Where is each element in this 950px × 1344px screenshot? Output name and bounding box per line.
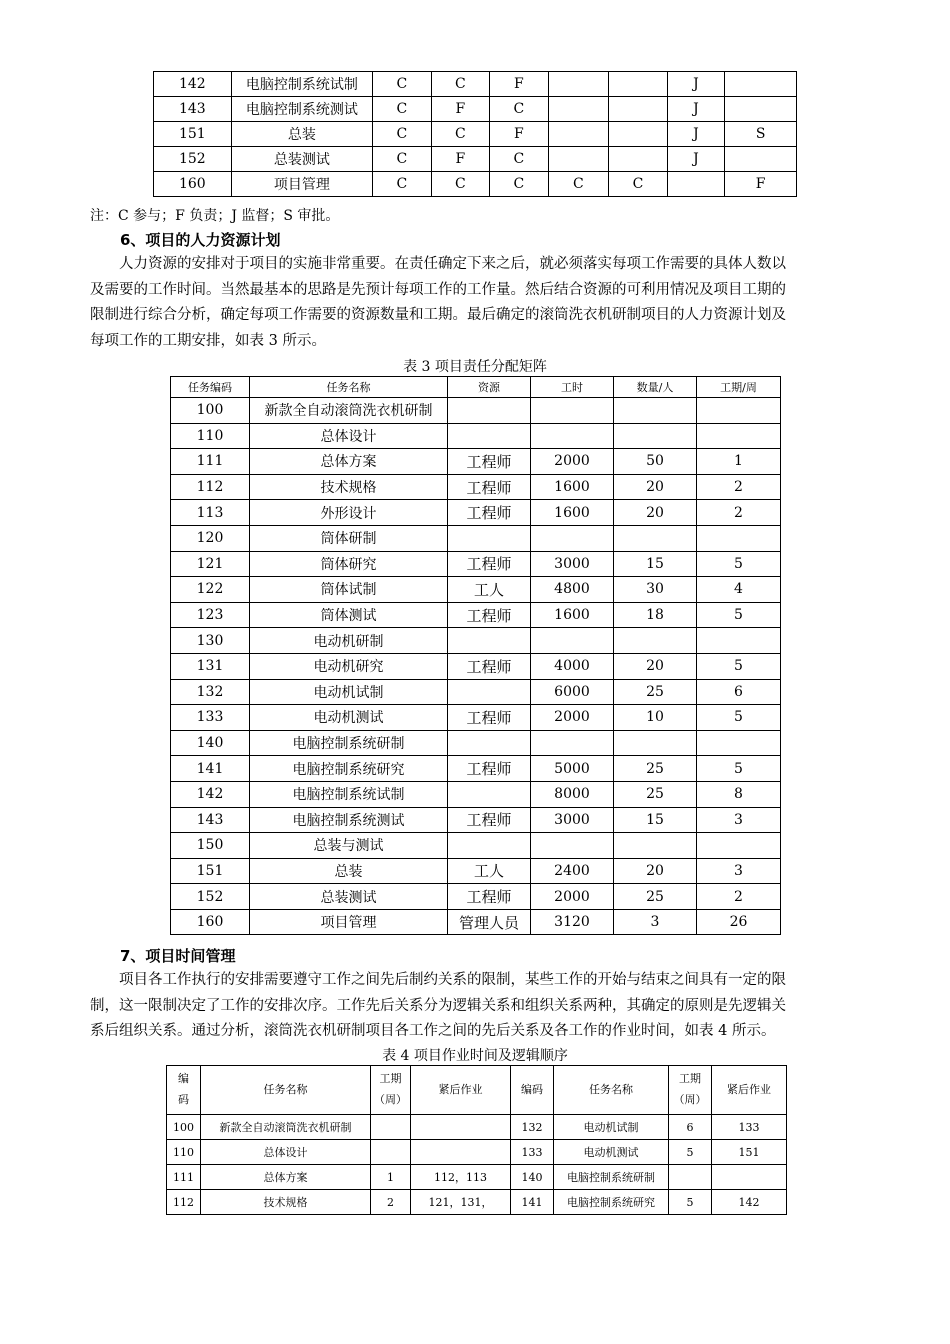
table-cell: 5 <box>669 1190 712 1215</box>
paragraph-line: 及需要的工作时间。当然最基本的思路是先预计每项工作的工作量。然后结合资源的可利用情况及项目工期的 <box>90 281 786 298</box>
table-cell: 1 <box>697 449 781 475</box>
table-cell <box>609 147 668 172</box>
table-cell: 电动机试制 <box>250 679 448 705</box>
column-header: 工期/周 <box>697 377 781 398</box>
column-header <box>167 1066 201 1115</box>
table-cell: 总体方案 <box>250 449 448 475</box>
table-cell: C <box>373 97 432 122</box>
table-cell: 122 <box>171 577 250 603</box>
table-cell: 130 <box>171 628 250 654</box>
table-cell: 3120 <box>531 909 614 935</box>
table-cell: 20 <box>614 858 697 884</box>
table-cell <box>669 1165 712 1190</box>
table-row <box>171 577 781 603</box>
table-cell: C <box>490 147 549 172</box>
table-cell: 140 <box>171 730 250 756</box>
table-cell: 电脑控制系统研制 <box>250 730 448 756</box>
table-cell: 18 <box>614 602 697 628</box>
table-cell <box>614 398 697 424</box>
table-cell: 2000 <box>531 449 614 475</box>
header-line: 工期 <box>679 1072 701 1086</box>
column-header <box>712 1066 787 1115</box>
table-cell: 电脑控制系统测试 <box>231 97 372 122</box>
section-7-heading: 7、项目时间管理 <box>120 947 236 965</box>
table-cell <box>448 628 531 654</box>
table-cell: 工程师 <box>448 602 531 628</box>
table-cell: 1600 <box>531 500 614 526</box>
table-cell: 100 <box>171 398 250 424</box>
table-cell: F <box>725 172 797 197</box>
table-row <box>171 756 781 782</box>
table-cell: 电脑控制系统测试 <box>250 807 448 833</box>
column-header <box>201 1066 371 1115</box>
table-row <box>171 833 781 859</box>
column-header <box>411 1066 511 1115</box>
table-cell <box>614 423 697 449</box>
table-cell: 2 <box>697 474 781 500</box>
table-cell: 143 <box>171 807 250 833</box>
table-cell: 电脑控制系统研究 <box>250 756 448 782</box>
table-cell: 筒体研究 <box>250 551 448 577</box>
table-row <box>171 730 781 756</box>
table-row <box>154 97 797 122</box>
table-row <box>154 147 797 172</box>
table-cell <box>531 398 614 424</box>
table-cell: 30 <box>614 577 697 603</box>
legend-note: 注：C 参与；F 负责；J 监督；S 审批。 <box>90 208 340 224</box>
table-cell <box>548 122 609 147</box>
table-cell <box>531 423 614 449</box>
header-line: 紧后作业 <box>727 1082 771 1096</box>
table-cell: 133 <box>712 1115 787 1140</box>
table-cell <box>531 628 614 654</box>
table-cell: 2 <box>697 500 781 526</box>
table-cell: 项目管理 <box>250 909 448 935</box>
table-cell: 100 <box>167 1115 201 1140</box>
table-cell: J <box>667 72 725 97</box>
table-cell <box>411 1115 511 1140</box>
table-cell: C <box>373 72 432 97</box>
table-cell <box>548 147 609 172</box>
table-cell: 5 <box>697 705 781 731</box>
header-line: 工期 <box>379 1072 402 1086</box>
table-cell <box>697 628 781 654</box>
table-cell: 20 <box>614 500 697 526</box>
table-cell <box>371 1115 411 1140</box>
table4-caption: 表 4 项目作业时间及逻辑顺序 <box>382 1048 568 1064</box>
table-cell: 20 <box>614 653 697 679</box>
paragraph-line: 系后组织关系。通过分析，滚筒洗衣机研制项目各工作之间的先后关系及各工作的作业时间，如表 4 所示。 <box>90 1023 776 1039</box>
table-cell: F <box>490 122 549 147</box>
table-cell <box>448 781 531 807</box>
table-cell: 总体方案 <box>201 1165 371 1190</box>
table-cell: 5 <box>697 653 781 679</box>
table-cell: 新款全自动滚筒洗衣机研制 <box>250 398 448 424</box>
table-cell <box>448 679 531 705</box>
table3-caption: 表 3 项目责任分配矩阵 <box>403 359 547 375</box>
table-cell: 3 <box>614 909 697 935</box>
table-row <box>167 1115 787 1140</box>
table-cell: 电脑控制系统试制 <box>250 781 448 807</box>
table-row <box>171 474 781 500</box>
table-cell: 50 <box>614 449 697 475</box>
table-row <box>171 909 781 935</box>
header-line: 编 <box>178 1072 189 1086</box>
table-cell: 151 <box>154 122 232 147</box>
table-cell: 工程师 <box>448 551 531 577</box>
table-cell: C <box>490 97 549 122</box>
table-cell: 2000 <box>531 705 614 731</box>
schedule-table <box>166 1065 787 1215</box>
table-cell: 121 <box>171 551 250 577</box>
table-cell: 141 <box>511 1190 554 1215</box>
table-cell: 6 <box>669 1115 712 1140</box>
table-cell: 电动机研究 <box>250 653 448 679</box>
table-cell: 总装测试 <box>231 147 372 172</box>
table-cell: 111 <box>171 449 250 475</box>
table-cell: 筒体测试 <box>250 602 448 628</box>
table-cell: 133 <box>511 1140 554 1165</box>
table-cell: F <box>431 97 490 122</box>
table-cell: 总体设计 <box>250 423 448 449</box>
column-header: 任务名称 <box>250 377 448 398</box>
table-cell: 总装 <box>231 122 372 147</box>
table-row <box>167 1190 787 1215</box>
hr-plan-table <box>170 376 781 935</box>
table-cell: 160 <box>154 172 232 197</box>
table-cell: 123 <box>171 602 250 628</box>
column-header: 任务编码 <box>171 377 250 398</box>
table-cell: 3000 <box>531 807 614 833</box>
table-cell <box>371 1140 411 1165</box>
table-cell: 2000 <box>531 884 614 910</box>
table-cell: 3000 <box>531 551 614 577</box>
table-cell: F <box>431 147 490 172</box>
table-cell: 1600 <box>531 474 614 500</box>
table-cell: 管理人员 <box>448 909 531 935</box>
table-cell: 5000 <box>531 756 614 782</box>
table-cell: 工程师 <box>448 474 531 500</box>
table-cell: 20 <box>614 474 697 500</box>
table-cell <box>531 525 614 551</box>
responsibility-table-continued <box>153 71 797 197</box>
table-cell: 151 <box>171 858 250 884</box>
table-cell <box>725 97 797 122</box>
table-row <box>154 172 797 197</box>
table-cell: 2 <box>697 884 781 910</box>
paragraph-line: 人力资源的安排对于项目的实施非常重要。在责任确定下来之后，就必须落实每项工作需要的具体人数以 <box>119 256 786 272</box>
table-cell: 132 <box>171 679 250 705</box>
table-cell: 电脑控制系统研究 <box>554 1190 669 1215</box>
table-cell: 电动机测试 <box>554 1140 669 1165</box>
table-cell: 25 <box>614 679 697 705</box>
table-cell: 132 <box>511 1115 554 1140</box>
table-cell: 电脑控制系统试制 <box>231 72 372 97</box>
table-cell: 工人 <box>448 858 531 884</box>
table-cell: 112，113 <box>411 1165 511 1190</box>
table-cell: C <box>373 122 432 147</box>
column-header <box>554 1066 669 1115</box>
table-row <box>171 628 781 654</box>
table-cell <box>697 730 781 756</box>
table-cell: C <box>431 72 490 97</box>
table-cell: 工程师 <box>448 653 531 679</box>
table-row <box>171 884 781 910</box>
table-cell: 技术规格 <box>250 474 448 500</box>
table-cell: 1 <box>371 1165 411 1190</box>
table-cell <box>411 1140 511 1165</box>
section-7-paragraph <box>90 968 860 1045</box>
table-cell: 2400 <box>531 858 614 884</box>
header-line: 任务名称 <box>263 1082 308 1096</box>
table-cell <box>697 833 781 859</box>
column-header: 数量/人 <box>614 377 697 398</box>
table-cell: 4000 <box>531 653 614 679</box>
table-cell: 工程师 <box>448 884 531 910</box>
table-cell: 4 <box>697 577 781 603</box>
table-cell: C <box>431 172 490 197</box>
table-cell: 总装测试 <box>250 884 448 910</box>
table-cell: 1600 <box>531 602 614 628</box>
table-cell: 152 <box>171 884 250 910</box>
column-header: 资源 <box>448 377 531 398</box>
table-cell: 110 <box>171 423 250 449</box>
section-6-paragraph <box>90 252 860 354</box>
table-cell <box>697 525 781 551</box>
table-cell: C <box>609 172 668 197</box>
table-cell: 142 <box>154 72 232 97</box>
table-cell: 电动机试制 <box>554 1115 669 1140</box>
table-cell: 6000 <box>531 679 614 705</box>
table-row <box>171 679 781 705</box>
table-cell: 150 <box>171 833 250 859</box>
table-cell: 3 <box>697 858 781 884</box>
table-row <box>171 653 781 679</box>
table-cell: 工程师 <box>448 500 531 526</box>
table-cell: 新款全自动滚筒洗衣机研制 <box>201 1115 371 1140</box>
table-row <box>154 122 797 147</box>
table-cell: 电动机测试 <box>250 705 448 731</box>
table-row <box>171 525 781 551</box>
table-cell: C <box>373 172 432 197</box>
paragraph-line: 项目各工作执行的安排需要遵守工作之间先后制约关系的限制，某些工作的开始与结束之间具有一定的限 <box>119 972 786 988</box>
table-header-row <box>171 377 781 398</box>
table-cell: 总装与测试 <box>250 833 448 859</box>
table-row <box>171 500 781 526</box>
table-row <box>171 807 781 833</box>
table-cell: 142 <box>712 1190 787 1215</box>
table-cell <box>548 97 609 122</box>
table-cell: 5 <box>669 1140 712 1165</box>
table-cell: 160 <box>171 909 250 935</box>
table-cell: 总装 <box>250 858 448 884</box>
table-row <box>171 858 781 884</box>
table-cell <box>614 833 697 859</box>
table-cell <box>448 730 531 756</box>
table-cell: C <box>431 122 490 147</box>
table-cell: 5 <box>697 756 781 782</box>
table-row <box>171 398 781 424</box>
table-cell: 筒体研制 <box>250 525 448 551</box>
table-cell: 8000 <box>531 781 614 807</box>
table-cell <box>614 628 697 654</box>
table-cell: 113 <box>171 500 250 526</box>
table-cell: 5 <box>697 602 781 628</box>
table-row <box>167 1165 787 1190</box>
table-row <box>154 72 797 97</box>
header-line: 紧后作业 <box>438 1082 483 1096</box>
table-cell <box>697 423 781 449</box>
table-cell: 131 <box>171 653 250 679</box>
table-cell <box>448 423 531 449</box>
table-row <box>167 1140 787 1165</box>
table-cell: C <box>548 172 609 197</box>
table-cell: 140 <box>511 1165 554 1190</box>
table-cell: F <box>490 72 549 97</box>
table-cell: 26 <box>697 909 781 935</box>
table-cell: 112 <box>167 1190 201 1215</box>
table-cell: 15 <box>614 551 697 577</box>
table-cell: 10 <box>614 705 697 731</box>
table-cell <box>609 72 668 97</box>
table-cell: 筒体试制 <box>250 577 448 603</box>
table-cell: 工程师 <box>448 807 531 833</box>
table-cell: 6 <box>697 679 781 705</box>
table-row <box>171 551 781 577</box>
table-cell: J <box>667 97 725 122</box>
column-header <box>669 1066 712 1115</box>
table-cell: C <box>490 172 549 197</box>
table-cell: 电动机研制 <box>250 628 448 654</box>
paragraph-line: 制，这一限制决定了工作的安排次序。工作先后关系分为逻辑关系和组织关系两种，其确定的原则是先逻辑关 <box>90 997 786 1014</box>
table-cell <box>712 1165 787 1190</box>
table-cell: 2 <box>371 1190 411 1215</box>
header-line: （周） <box>374 1093 407 1106</box>
table-cell: 4800 <box>531 577 614 603</box>
table-cell: 151 <box>712 1140 787 1165</box>
table-cell: 25 <box>614 756 697 782</box>
table-cell: C <box>373 147 432 172</box>
table-cell: 5 <box>697 551 781 577</box>
table-cell <box>725 147 797 172</box>
table-row <box>171 423 781 449</box>
table-cell <box>609 122 668 147</box>
table-cell: 项目管理 <box>231 172 372 197</box>
table-cell: J <box>667 122 725 147</box>
table-cell <box>448 398 531 424</box>
table-cell: 112 <box>171 474 250 500</box>
table-cell <box>697 398 781 424</box>
table-cell: 25 <box>614 781 697 807</box>
table-cell <box>725 72 797 97</box>
header-line: （周） <box>673 1093 707 1106</box>
table-header-row <box>167 1066 787 1115</box>
table-cell: 工程师 <box>448 705 531 731</box>
table-cell <box>548 72 609 97</box>
table-cell <box>667 172 725 197</box>
section-6-heading: 6、项目的人力资源计划 <box>120 231 281 249</box>
table-cell: 外形设计 <box>250 500 448 526</box>
table-cell: 工程师 <box>448 449 531 475</box>
table-cell: 133 <box>171 705 250 731</box>
table-cell: 电脑控制系统研制 <box>554 1165 669 1190</box>
table-cell <box>614 525 697 551</box>
table-cell: J <box>667 147 725 172</box>
table-cell: 142 <box>171 781 250 807</box>
column-header <box>511 1066 554 1115</box>
table-cell: 111 <box>167 1165 201 1190</box>
table-row <box>171 449 781 475</box>
header-line: 任务名称 <box>589 1082 633 1096</box>
header-line: 码 <box>178 1093 189 1106</box>
table-cell <box>614 730 697 756</box>
table-cell: 工人 <box>448 577 531 603</box>
table-cell: 120 <box>171 525 250 551</box>
table-cell: 143 <box>154 97 232 122</box>
table-cell: 工程师 <box>448 756 531 782</box>
table-cell: 141 <box>171 756 250 782</box>
table-cell: 总体设计 <box>201 1140 371 1165</box>
paragraph-line: 每项工作的工期安排，如表 3 所示。 <box>90 332 326 349</box>
header-line: 编码 <box>521 1082 543 1096</box>
table-cell: 技术规格 <box>201 1190 371 1215</box>
table-row <box>171 705 781 731</box>
table-cell: 121，131， <box>411 1190 511 1215</box>
table-cell <box>448 833 531 859</box>
table-row <box>171 602 781 628</box>
table-cell <box>448 525 531 551</box>
table-cell: 15 <box>614 807 697 833</box>
table-cell: 110 <box>167 1140 201 1165</box>
table-cell <box>609 97 668 122</box>
column-header: 工时 <box>531 377 614 398</box>
table-cell: 152 <box>154 147 232 172</box>
column-header <box>371 1066 411 1115</box>
table-cell: S <box>725 122 797 147</box>
table-cell: 8 <box>697 781 781 807</box>
table-cell: 3 <box>697 807 781 833</box>
table-row <box>171 781 781 807</box>
table-cell <box>531 833 614 859</box>
table-cell: 25 <box>614 884 697 910</box>
paragraph-line: 限制进行综合分析，确定每项工作需要的资源数量和工期。最后确定的滚筒洗衣机研制项目的人力资源计划及 <box>90 307 786 323</box>
table-cell <box>531 730 614 756</box>
